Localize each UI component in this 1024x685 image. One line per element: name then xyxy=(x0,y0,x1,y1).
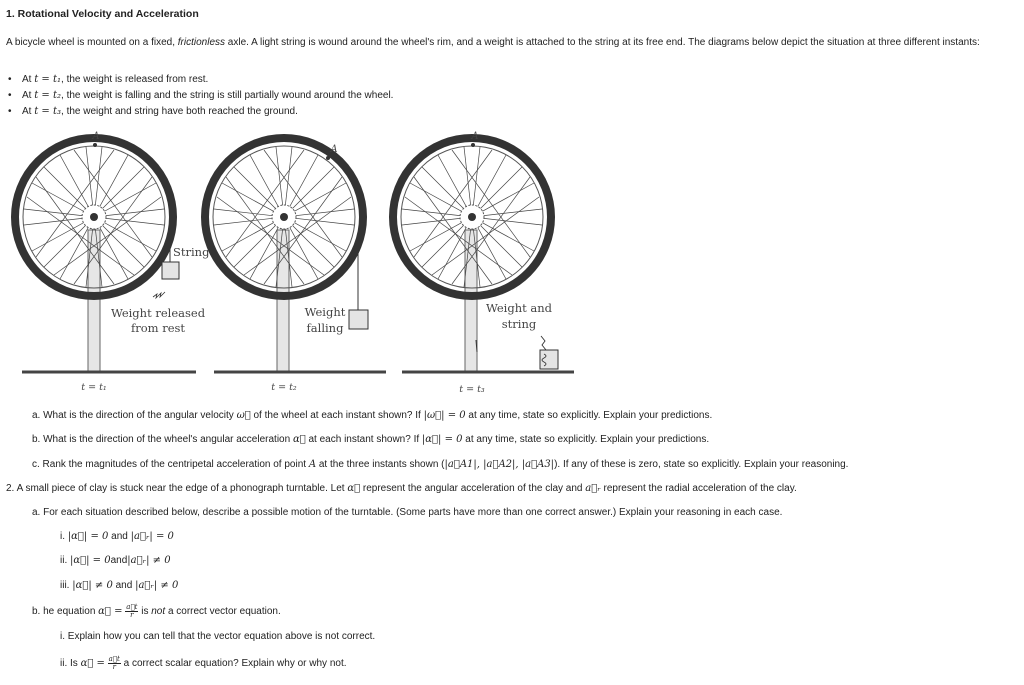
time-label-1: t = t₁ xyxy=(81,382,107,393)
point-a-label-2: A xyxy=(330,144,338,155)
fraction-at-over-r-2: $\frac{a⃗t}{r}$ xyxy=(108,655,120,671)
question-2b-i: i. Explain how you can tell that the vector equation above is not correct. xyxy=(60,631,376,642)
ground-label-1: Weight and xyxy=(485,301,553,315)
intro-text: A bicycle wheel is mounted on a fixed, frictionless axle. A light string is wound around the wheel's rim, and a weight is attached to the string at its free end. The diagrams below depict the situation at three different instants: xyxy=(6,37,980,48)
list-item: • At t = t₃, the weight and string have both reached the ground. xyxy=(8,104,393,120)
question-2b-ii: ii. Is α⃗ = $\frac{a⃗t}{r}$ a correct scalar equation? Explain why or why not. xyxy=(60,655,347,671)
released-label-2: from rest xyxy=(130,321,186,335)
time-label-2: t = t₂ xyxy=(271,382,297,393)
question-2a: a. For each situation described below, describe a possible motion of the turntable. (Some parts have more than one correct answer.) Explain your reasoning in each case. xyxy=(32,507,783,518)
question-1b: b. What is the direction of the wheel's angular acceleration α⃗ at each instant shown? If |α⃗| = 0 at any time, state so explicitly. Explain your predictions. xyxy=(32,434,710,445)
wheel-t1 xyxy=(15,138,196,372)
emphasis-frictionless: frictionless xyxy=(177,37,226,48)
question-2a-iii: iii. |α⃗| ≠ 0 and |a⃗ᵣ| ≠ 0 xyxy=(60,580,179,591)
falling-label-1: Weight xyxy=(304,305,346,319)
question-1c: c. Rank the magnitudes of the centripetal acceleration of point A at the three instants shown (|a⃗A1|, |a⃗A2|, |a⃗A3|). If any of these is zero, state so explicitly. Explain your reasoning. xyxy=(32,459,849,470)
wheel-t2 xyxy=(205,138,386,372)
question-2-stem: 2. A small piece of clay is stuck near the edge of a phonograph turntable. Let α⃗ represent the angular acceleration of the clay and a⃗ᵣ represent the radial acceleration of the clay. xyxy=(6,483,797,494)
question-1a: a. What is the direction of the angular velocity ω⃗ of the wheel at each instant shown? If |ω⃗| = 0 at any time, state so explicitly. Explain your predictions. xyxy=(32,410,713,421)
point-a-label-3: A xyxy=(471,131,479,142)
question-2b: b. he equation α⃗ = $\frac{a⃗t}{r}$ is not a correct vector equation. xyxy=(32,603,281,619)
fraction-at-over-r: $\frac{a⃗t}{r}$ xyxy=(126,603,138,619)
problem-title: 1. Rotational Velocity and Acceleration xyxy=(6,8,199,20)
point-a-label-1: A xyxy=(92,131,100,142)
time-label-3: t = t₃ xyxy=(459,384,485,395)
question-2a-i: i. |α⃗| = 0 and |a⃗ᵣ| = 0 xyxy=(60,531,174,542)
falling-label-2: falling xyxy=(306,321,344,335)
released-label-1: Weight released xyxy=(110,306,206,320)
list-item: • At t = t₁, the weight is released from rest. xyxy=(8,72,393,88)
string-label: String xyxy=(173,245,210,259)
question-2a-ii: ii. |α⃗| = 0and|a⃗ᵣ| ≠ 0 xyxy=(60,555,171,566)
ground-label-2: string xyxy=(501,317,537,331)
list-item: • At t = t₂, the weight is falling and the string is still partially wound around the wheel. xyxy=(8,88,393,104)
wheel-t3 xyxy=(393,138,574,372)
